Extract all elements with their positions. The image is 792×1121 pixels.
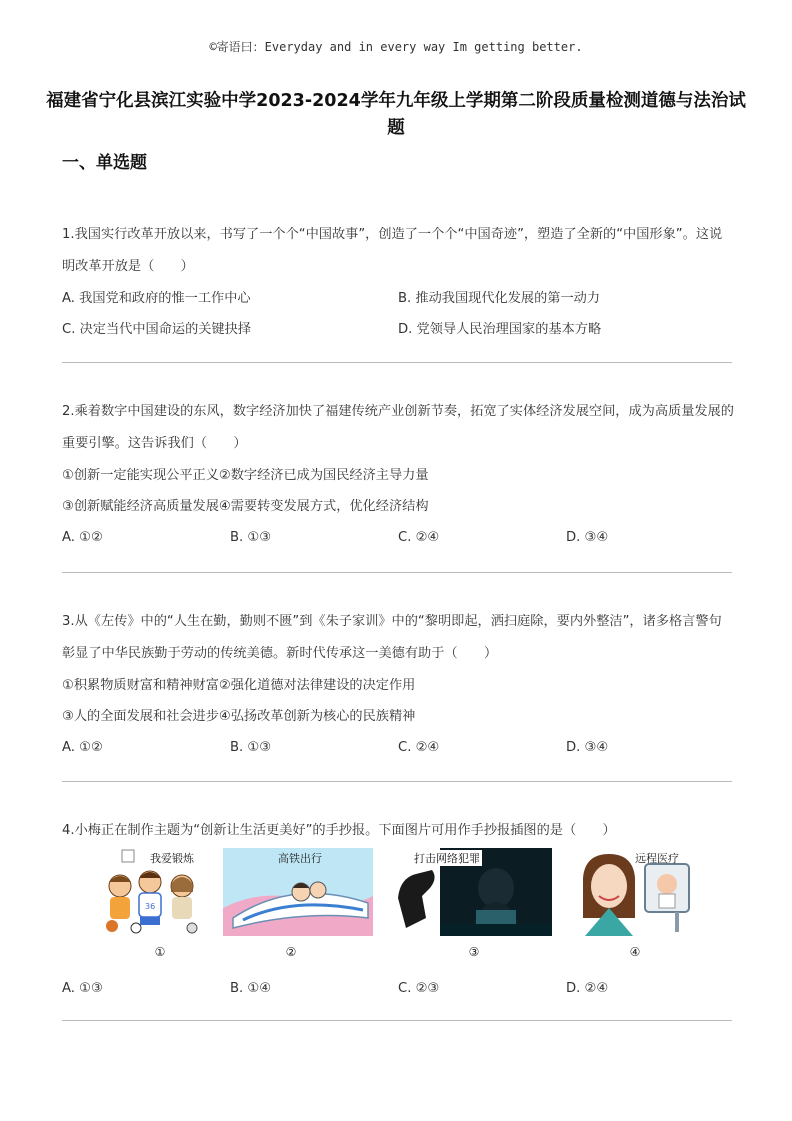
option-b[interactable]: B. ①③	[230, 530, 272, 545]
question-1	[62, 219, 734, 345]
option-a[interactable]: A. ①②	[62, 740, 103, 755]
picture-label: 我爱锻炼	[150, 852, 194, 865]
statement-line: ③创新赋能经济高质量发展④需要转变发展方式，优化经济结构	[62, 499, 429, 514]
option-a[interactable]: A. 我国党和政府的惟一工作中心	[62, 291, 251, 306]
exam-title: 福建省宁化县滨江实验中学2023-2024学年九年级上学期第二阶段质量检测道德与法治试题	[46, 91, 746, 138]
question-2	[62, 396, 734, 553]
question-stem: 4.小梅正在制作主题为“创新让生活更美好”的手抄报。下面图片可用作手抄报插图的是（ ）	[62, 823, 616, 838]
statement-line: ①积累物质财富和精神财富②强化道德对法律建设的决定作用	[62, 678, 416, 693]
statement-line: ③人的全面发展和社会进步④弘扬改革创新为核心的民族精神	[62, 709, 416, 724]
picture-label: 打击网络犯罪	[414, 852, 480, 865]
picture-caption: ①	[154, 945, 166, 959]
options	[62, 732, 734, 763]
option-b[interactable]: B. ①③	[230, 740, 272, 755]
question-stem: 1.我国实行改革开放以来，书写了一个个“中国故事”，创造了一个个“中国奇迹”，塑造了全新的“中国形象”。这说明改革开放是（ ）	[62, 227, 723, 274]
option-d[interactable]: D. ③④	[566, 740, 609, 755]
option-a[interactable]: A. ①③	[62, 981, 103, 996]
option-c[interactable]: C. 决定当代中国命运的关键抉择	[62, 322, 252, 337]
options	[62, 522, 734, 553]
high-speed-train-illustration	[223, 848, 373, 936]
options	[62, 283, 734, 345]
option-a[interactable]: A. ①②	[62, 530, 103, 545]
statement-line: ①创新一定能实现公平正义②数字经济已成为国民经济主导力量	[62, 468, 429, 483]
picture-label: 远程医疗	[635, 852, 679, 865]
question-4-options	[62, 973, 734, 1004]
option-d[interactable]: D. 党领导人民治理国家的基本方略	[398, 322, 602, 337]
section-heading: 一、单选题	[62, 153, 147, 173]
telemedicine-illustration	[575, 848, 700, 936]
option-d[interactable]: D. ③④	[566, 530, 609, 545]
option-c[interactable]: C. ②③	[398, 981, 440, 996]
picture-row	[100, 848, 700, 959]
option-c[interactable]: C. ②④	[398, 530, 440, 545]
option-b[interactable]: B. ①④	[230, 981, 272, 996]
divider	[62, 781, 732, 782]
picture-caption: ④	[629, 945, 641, 959]
option-d[interactable]: D. ②④	[566, 981, 609, 996]
question-stem: 2.乘着数字中国建设的东风，数字经济加快了福建传统产业创新节奏，拓宽了实体经济发展空间，成为高质量发展的重要引擎。这告诉我们（ ）	[62, 404, 734, 451]
cybercrime-illustration	[392, 848, 552, 936]
option-b[interactable]: B. 推动我国现代化发展的第一动力	[398, 291, 601, 306]
divider	[62, 572, 732, 573]
question-stem: 3.从《左传》中的“人生在勤，勤则不匮”到《朱子家训》中的“黎明即起，洒扫庭除，要内外整洁”，诸多格言警句彰显了中华民族勤于劳动的传统美德。新时代传承这一美德有助于（ ）	[62, 614, 722, 661]
picture-caption: ②	[285, 945, 297, 959]
question-4	[62, 815, 734, 847]
motto-header: ©寄语曰：Everyday and in every way Im getting better.	[209, 40, 583, 54]
svg-text:36: 36	[145, 902, 156, 911]
option-c[interactable]: C. ②④	[398, 740, 440, 755]
kids-exercise-illustration	[100, 848, 210, 936]
divider	[62, 1020, 732, 1021]
picture-label: 高铁出行	[278, 852, 322, 865]
divider	[62, 362, 732, 363]
options	[62, 973, 734, 1004]
question-3	[62, 606, 734, 763]
picture-caption: ③	[468, 945, 480, 959]
